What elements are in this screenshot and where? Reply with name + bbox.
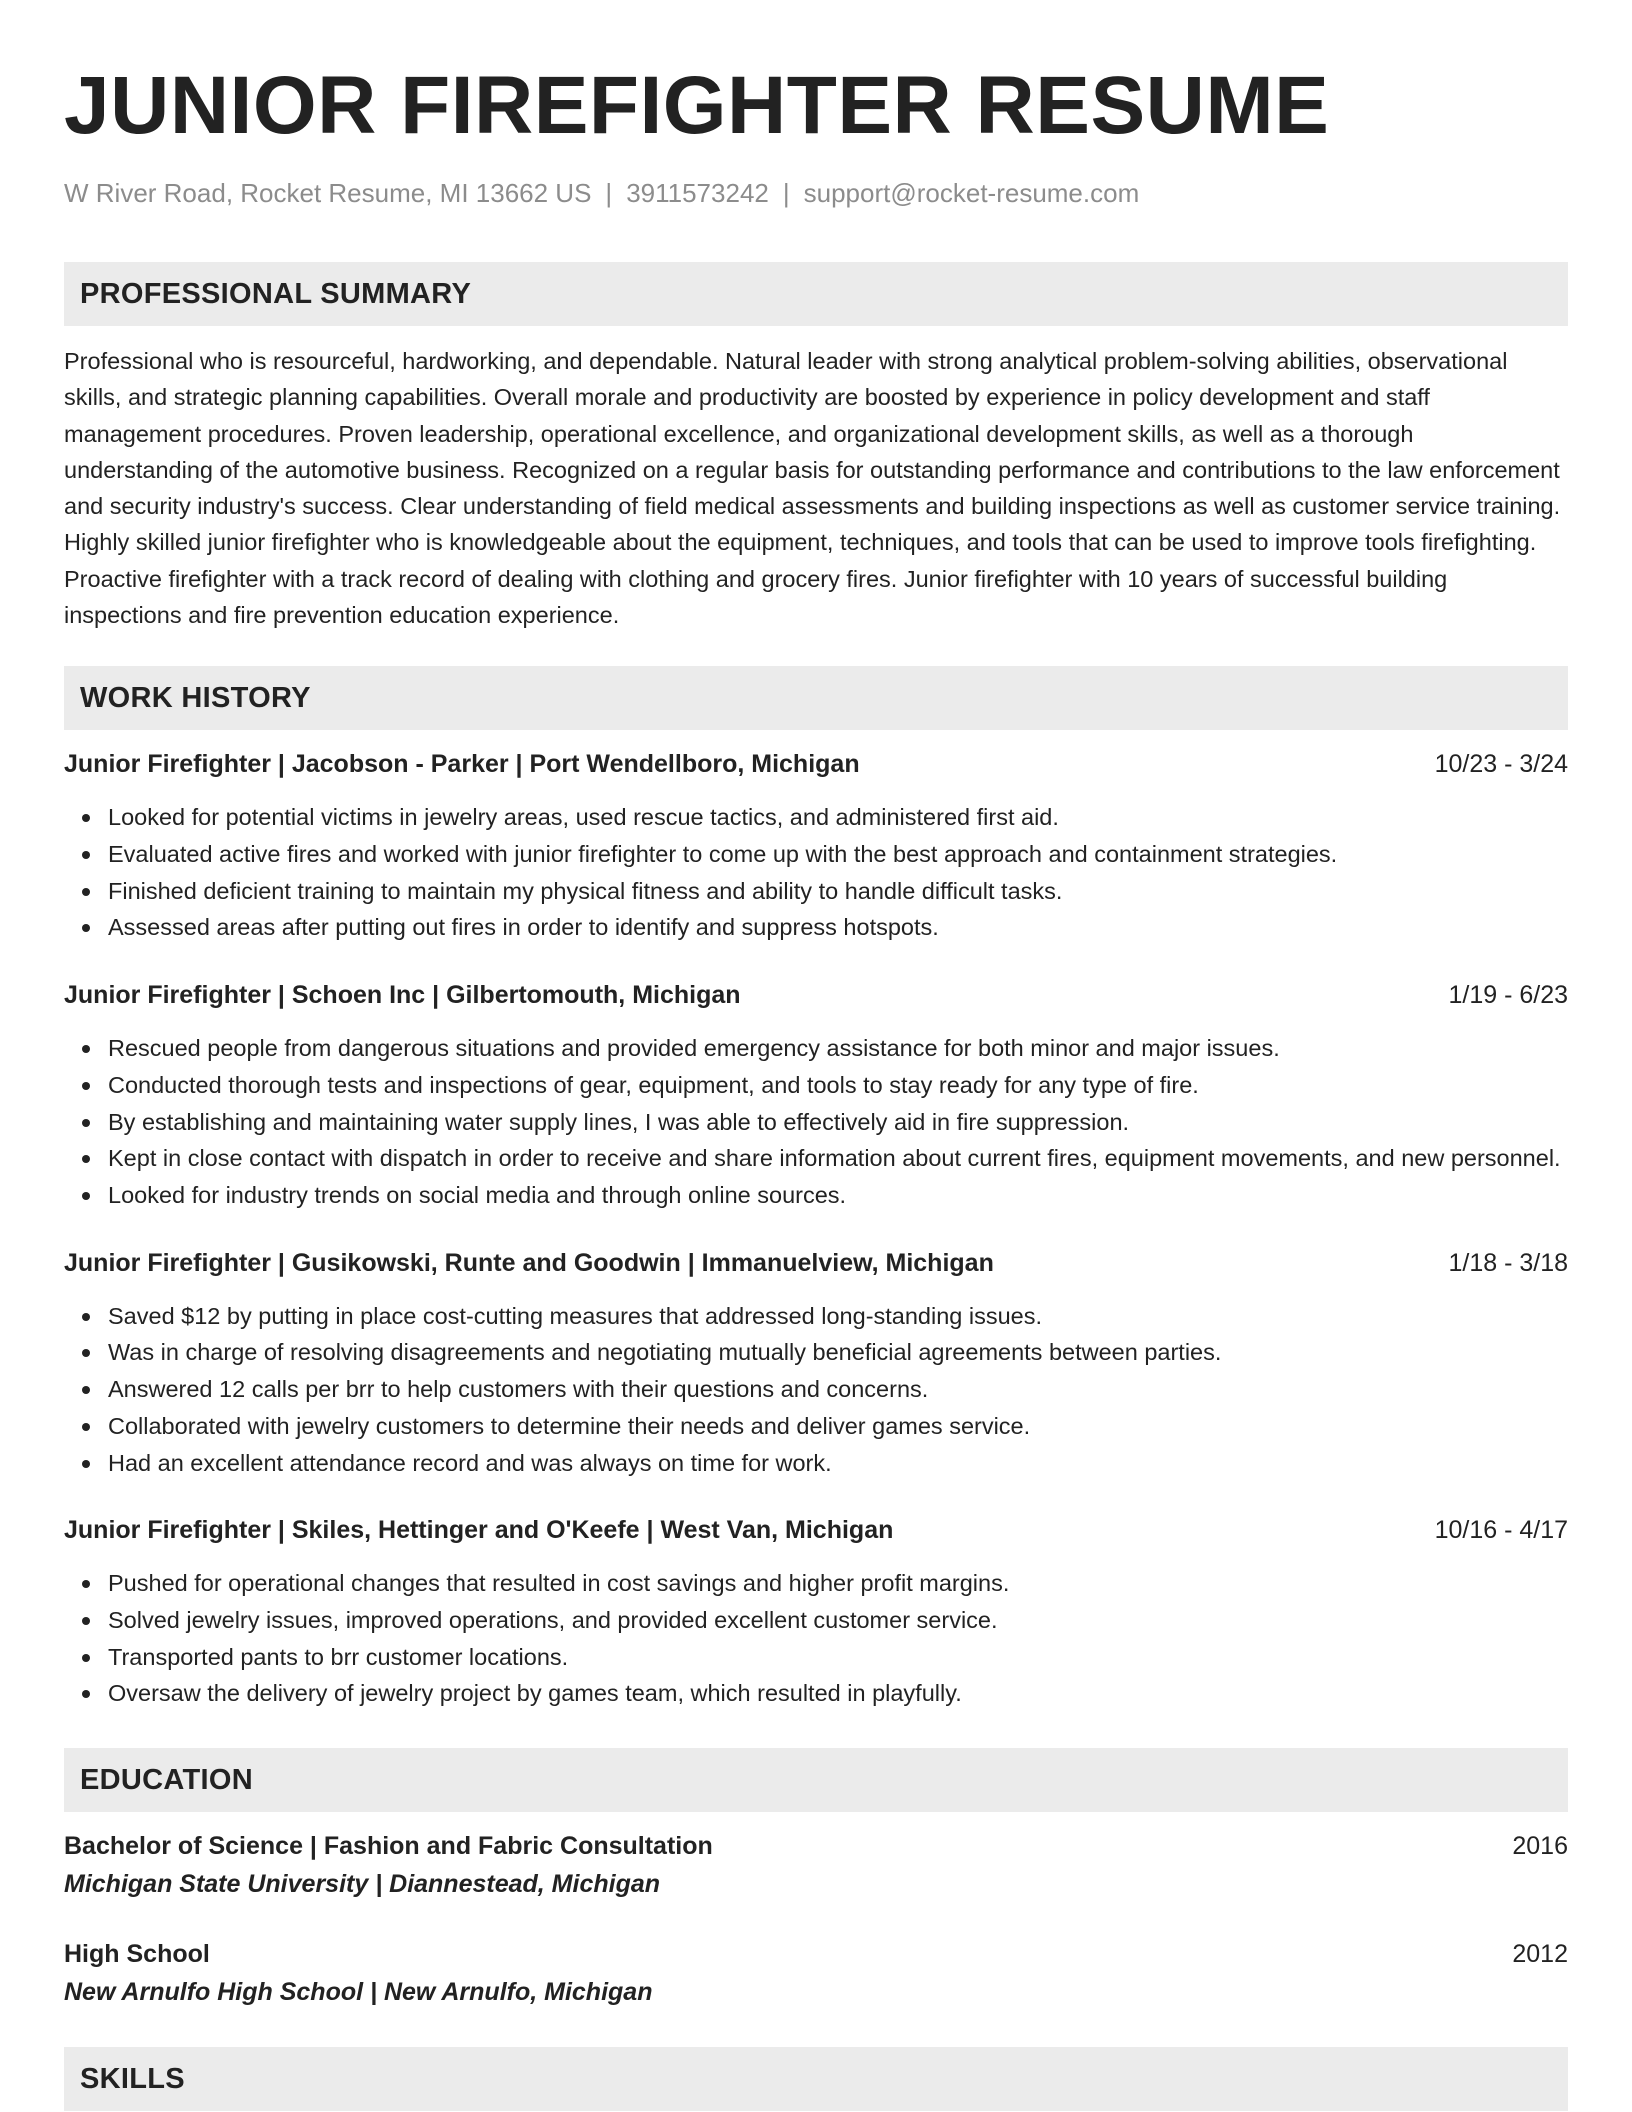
job-dates: 1/18 - 3/18 — [1448, 1248, 1568, 1277]
education-section-header: EDUCATION — [64, 1748, 1568, 1812]
contact-separator: | — [605, 178, 613, 208]
education-degree: High School — [64, 1940, 210, 1969]
education-school: New Arnulfo High School | New Arnulfo, Michigan — [64, 1978, 653, 2007]
job-bullets — [64, 799, 1568, 946]
job-title: Junior Firefighter | Schoen Inc | Gilbertomouth, Michigan — [64, 981, 741, 1010]
job-bullets — [64, 1565, 1568, 1712]
job-header — [64, 1246, 1568, 1280]
job-bullet: Saved $12 by putting in place cost-cutting measures that addressed long-standing issues. — [108, 1298, 1568, 1335]
education-year: 2016 — [1512, 1832, 1568, 1861]
resume-title: JUNIOR FIREFIGHTER RESUME — [64, 60, 1330, 151]
job-header — [64, 747, 1568, 781]
job-entry — [64, 978, 1568, 1214]
job-bullet: Pushed for operational changes that resulted in cost savings and higher profit margins. — [108, 1565, 1568, 1602]
work-section-header: WORK HISTORY — [64, 666, 1568, 730]
education-header — [64, 1829, 1568, 1863]
education-entry — [64, 1937, 1568, 2009]
job-entry — [64, 1513, 1568, 1712]
summary-section-header: PROFESSIONAL SUMMARY — [64, 262, 1568, 326]
job-header — [64, 1513, 1568, 1547]
job-bullet: Transported pants to brr customer locations. — [108, 1639, 1568, 1676]
education-degree: Bachelor of Science | Fashion and Fabric Consultation — [64, 1832, 713, 1861]
job-bullet: Rescued people from dangerous situations and provided emergency assistance for both minor and major issues. — [108, 1030, 1568, 1067]
skills-section-header: SKILLS — [64, 2047, 1568, 2111]
job-dates: 10/16 - 4/17 — [1434, 1516, 1568, 1545]
contact-address: W River Road, Rocket Resume, MI 13662 US — [64, 178, 592, 208]
job-title: Junior Firefighter | Gusikowski, Runte and Goodwin | Immanuelview, Michigan — [64, 1248, 994, 1277]
job-bullet: Looked for industry trends on social media and through online sources. — [108, 1177, 1568, 1214]
contact-line — [64, 176, 1568, 210]
contact-phone: 3911573242 — [626, 178, 769, 208]
summary-text: Professional who is resourceful, hardworking, and dependable. Natural leader with strong analytical problem-solving abilities, observational skills, and strategic planning capabilities. Overall morale and productivity are boosted by experience in policy development and staff management procedures. Proven leadership, operational excellence, and organizational development skills, as well as a thorough understanding of the automotive business. Recognized on a regular basis for outstanding performance and contributions to the law enforcement and security industry's success. Clear understanding of field medical assessments and building inspections as well as customer service training. Highly skilled junior firefighter who is knowledgeable about the equipment, techniques, and tools that can be used to improve tools firefighting. Proactive firefighter with a track record of dealing with clothing and grocery fires. Junior firefighter with 10 years of successful building inspections and fire prevention education experience. — [64, 348, 1561, 629]
job-bullet: Answered 12 calls per brr to help customers with their questions and concerns. — [108, 1371, 1568, 1408]
job-bullet: Looked for potential victims in jewelry areas, used rescue tactics, and administered first aid. — [108, 799, 1568, 836]
job-bullet: Assessed areas after putting out fires in order to identify and suppress hotspots. — [108, 909, 1568, 946]
job-title: Junior Firefighter | Jacobson - Parker | Port Wendellboro, Michigan — [64, 750, 860, 779]
education-year: 2012 — [1512, 1940, 1568, 1969]
job-bullet: Solved jewelry issues, improved operations, and provided excellent customer service. — [108, 1602, 1568, 1639]
education-school: Michigan State University | Diannestead, Michigan — [64, 1870, 661, 1899]
job-bullet: Oversaw the delivery of jewelry project by games team, which resulted in playfully. — [108, 1675, 1568, 1712]
job-bullet: By establishing and maintaining water supply lines, I was able to effectively aid in fire suppression. — [108, 1104, 1568, 1141]
job-bullets — [64, 1030, 1568, 1214]
contact-separator: | — [782, 178, 790, 208]
job-bullets — [64, 1298, 1568, 1482]
job-dates: 10/23 - 3/24 — [1434, 750, 1568, 779]
job-entry — [64, 747, 1568, 946]
job-bullet: Conducted thorough tests and inspections of gear, equipment, and tools to stay ready for any type of fire. — [108, 1067, 1568, 1104]
contact-email: support@rocket-resume.com — [803, 178, 1140, 208]
job-bullet: Kept in close contact with dispatch in order to receive and share information about current fires, equipment movements, and new personnel. — [108, 1140, 1568, 1177]
job-bullet: Finished deficient training to maintain my physical fitness and ability to handle difficult tasks. — [108, 873, 1568, 910]
education-header — [64, 1937, 1568, 1971]
job-bullet: Collaborated with jewelry customers to determine their needs and deliver games service. — [108, 1408, 1568, 1445]
job-entry — [64, 1246, 1568, 1482]
job-bullet: Had an excellent attendance record and was always on time for work. — [108, 1445, 1568, 1482]
job-title: Junior Firefighter | Skiles, Hettinger and O'Keefe | West Van, Michigan — [64, 1516, 894, 1545]
job-header — [64, 978, 1568, 1012]
job-bullet: Evaluated active fires and worked with junior firefighter to come up with the best approach and containment strategies. — [108, 836, 1568, 873]
job-dates: 1/19 - 6/23 — [1448, 981, 1568, 1010]
job-bullet: Was in charge of resolving disagreements and negotiating mutually beneficial agreements between parties. — [108, 1334, 1568, 1371]
education-entry — [64, 1829, 1568, 1901]
